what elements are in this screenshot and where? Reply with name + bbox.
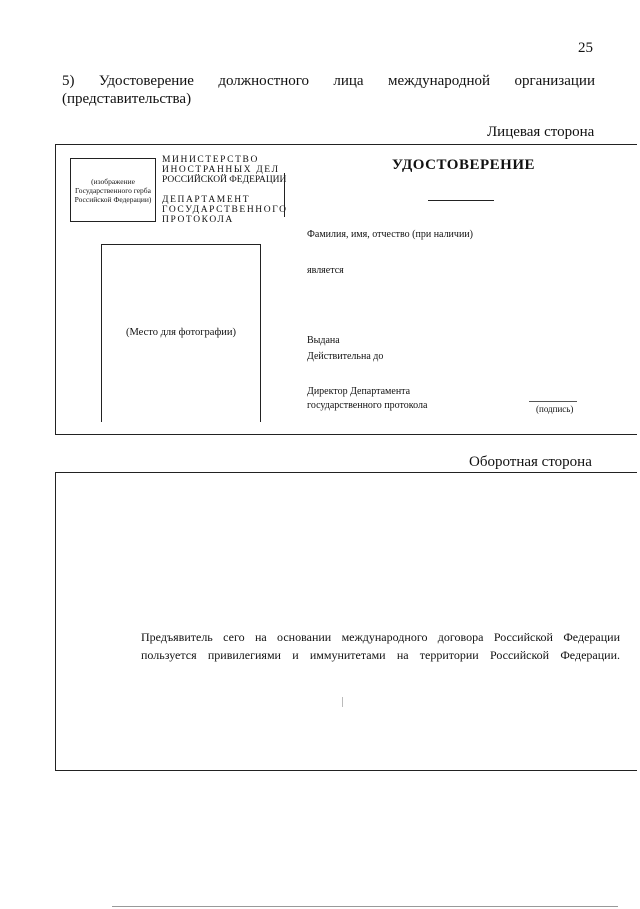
full-name-field-label: Фамилия, имя, отчество (при наличии) [307,229,473,240]
heading-word: международной [387,73,491,89]
issued-field-label: Выдана [307,335,340,346]
id-card-front [55,144,637,435]
title-underline [428,200,494,201]
photo-placeholder [101,244,261,422]
signature-label: (подпись) [536,404,574,414]
ministry-block [162,155,288,225]
position-field-label: является [307,265,344,276]
ministry-line: РОССИЙСКОЙ ФЕДЕРАЦИИ [162,175,287,185]
heading-word: должностного [218,73,310,89]
department-line: ПРОТОКОЛА [162,215,234,225]
heading-word: 5) [62,73,75,89]
id-title: УДОСТОВЕРЕНИЕ [392,157,535,173]
heading-word: организации [514,73,595,89]
heading-word: Удостоверение [98,73,194,89]
director-title [307,385,427,413]
photo-placeholder-label: (Место для фотографии) [125,327,236,338]
signature-line [529,401,577,402]
scan-mark [342,697,343,707]
ministry-line: ИНОСТРАННЫХ ДЕЛ [162,165,280,175]
page-number: 25 [578,40,593,56]
heading-word: лица [333,73,364,89]
department-line: ГОСУДАРСТВЕННОГО [162,205,288,215]
back-side-label: Оборотная сторона [469,454,592,470]
director-line: государственного протокола [307,400,428,411]
ministry-line: МИНИСТЕРСТВО [162,155,259,165]
id-card-back [55,472,637,771]
privileges-statement [141,628,620,664]
section-heading-line2: (представительства) [62,91,192,107]
statement-line: пользуется привилегиями и иммунитетами на территории Российской Федерации. [141,648,620,662]
section-heading [62,73,595,90]
department-line: ДЕПАРТАМЕНТ [162,195,251,205]
front-side-label: Лицевая сторона [487,124,595,140]
coat-of-arms-placeholder [70,158,156,222]
statement-line: Предъявитель сего на основании международного договора Российской Федерации [141,630,620,644]
ministry-divider [284,173,285,217]
valid-until-field-label: Действительна до [307,351,384,362]
page-bottom-rule [112,906,618,907]
director-line: Директор Департамента [307,386,411,397]
coat-of-arms-caption: (изображение Государственного герба Российской Федерации) [74,176,152,204]
